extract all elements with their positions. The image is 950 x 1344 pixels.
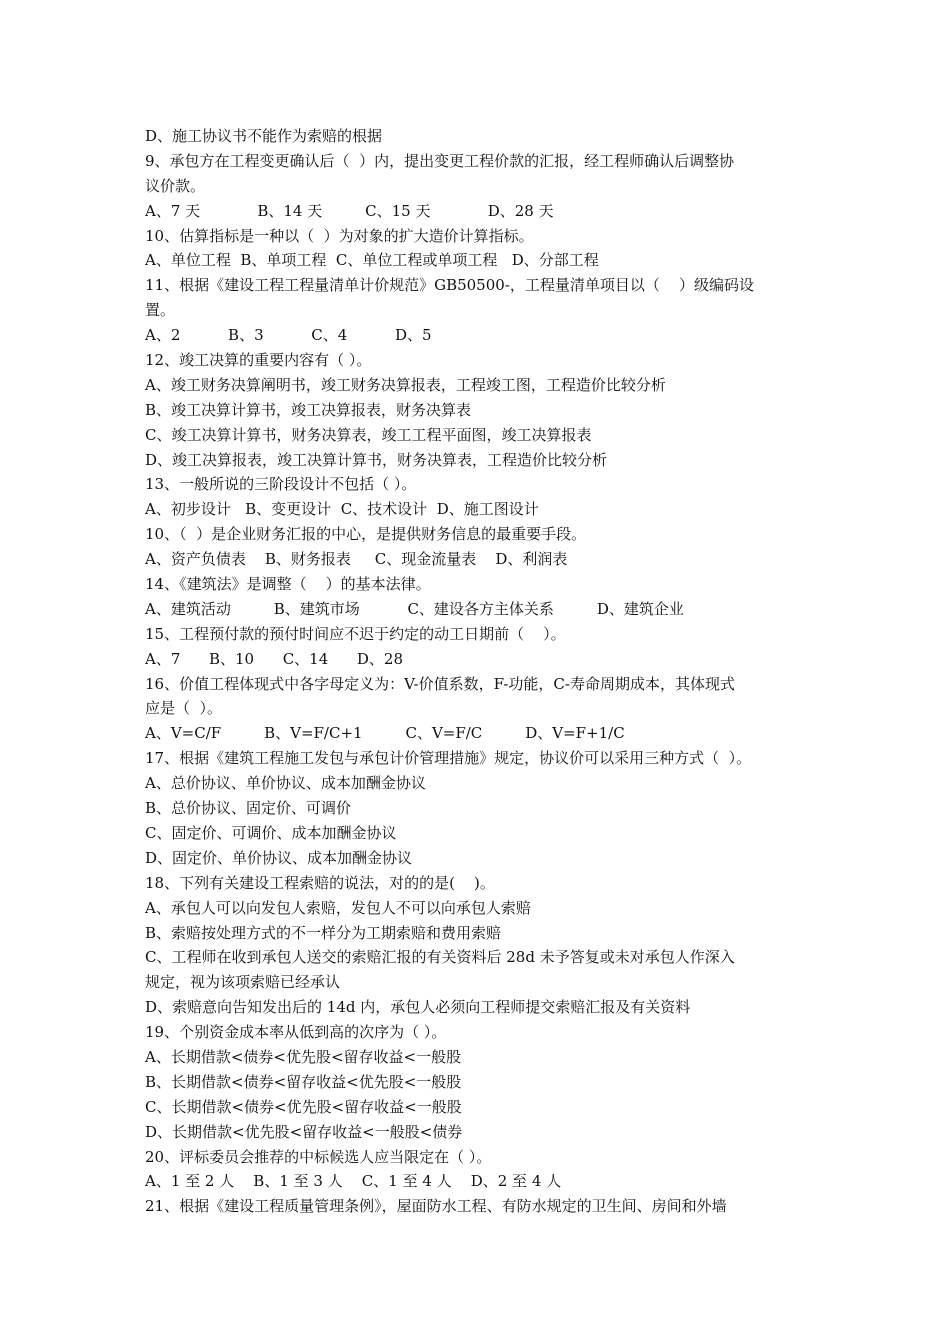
- text-line: 14、《建筑法》是调整（ ）的基本法律。: [145, 575, 431, 594]
- text-line: C、固定价、可调价、成本加酬金协议: [145, 823, 397, 842]
- question-text-block: [145, 124, 825, 1219]
- text-line: 17、根据《建筑工程施工发包与承包计价管理措施》规定，协议价可以采用三种方式（ ）。: [145, 749, 752, 768]
- text-line: 11、根据《建设工程工程量清单计价规范》GB50500-，工程量清单项目以（ ）级编码设: [145, 276, 754, 295]
- text-line: B、索赔按处理方式的不一样分为工期索赔和费用索赔: [145, 923, 502, 942]
- text-line: 置。: [145, 301, 176, 320]
- text-line: A、初步设计 B、变更设计 C、技术设计 D、施工图设计: [145, 500, 539, 519]
- text-line: D、施工协议书不能作为索赔的根据: [145, 127, 383, 145]
- text-line: B、长期借款<债券<留存收益<优先股<一般股: [145, 1072, 462, 1091]
- text-line: 9、承包方在工程变更确认后（ ）内，提出变更工程价款的汇报，经工程师确认后调整协: [145, 151, 735, 170]
- text-line: C、工程师在收到承包人送交的索赔汇报的有关资料后 28d 未予答复或未对承包人作深入: [145, 948, 735, 967]
- text-line: A、建筑活动 B、建筑市场 C、建设各方主体关系 D、建筑企业: [145, 599, 684, 618]
- text-line: 10、（ ）是企业财务汇报的中心，是提供财务信息的最重要手段。: [145, 525, 587, 544]
- text-line: 12、竣工决算的重要内容有（ ）。: [145, 351, 372, 370]
- text-line: 10、估算指标是一种以（ ）为对象的扩大造价计算指标。: [145, 226, 534, 245]
- text-line: D、长期借款<优先股<留存收益<一般股<债券: [145, 1122, 463, 1141]
- text-line: B、总价协议、固定价、可调价: [145, 799, 352, 818]
- text-line: A、资产负债表 B、财务报表 C、现金流量表 D、利润表: [145, 550, 568, 569]
- text-line: 规定，视为该项索赔已经承认: [145, 973, 341, 992]
- text-line: A、2 B、3 C、4 D、5: [145, 326, 432, 345]
- text-line: A、1 至 2 人 B、1 至 3 人 C、1 至 4 人 D、2 至 4 人: [145, 1172, 562, 1191]
- text-line: A、单位工程 B、单项工程 C、单位工程或单项工程 D、分部工程: [145, 251, 599, 270]
- text-line: B、竣工决算计算书，竣工决算报表，财务决算表: [145, 400, 472, 419]
- text-line: D、固定价、单价协议、成本加酬金协议: [145, 848, 413, 867]
- text-line: 15、工程预付款的预付时间应不迟于约定的动工日期前（ ）。: [145, 624, 566, 643]
- text-line: 应是（ ）。: [145, 699, 223, 718]
- text-line: A、承包人可以向发包人索赔，发包人不可以向承包人索赔: [145, 898, 531, 917]
- text-line: 21、根据《建设工程质量管理条例》，屋面防水工程、有防水规定的卫生间、房间和外墙: [145, 1197, 727, 1216]
- text-line: 19、个别资金成本率从低到高的次序为（ ）。: [145, 1023, 447, 1042]
- text-line: 16、价值工程体现式中各字母定义为：V-价值系数，F-功能，C-寿命周期成本，其体现式: [145, 674, 735, 693]
- text-line: A、总价协议、单价协议、成本加酬金协议: [145, 774, 426, 793]
- text-line: D、竣工决算报表，竣工决算计算书，财务决算表，工程造价比较分析: [145, 450, 608, 469]
- text-line: A、7 天 B、14 天 C、15 天 D、28 天: [145, 201, 554, 220]
- text-line: 议价款。: [145, 176, 206, 195]
- text-line: 13、一般所说的三阶段设计不包括（ ）。: [145, 475, 417, 494]
- text-line: 20、评标委员会推荐的中标候选人应当限定在（ ）。: [145, 1147, 492, 1166]
- text-line: A、长期借款<债券<优先股<留存收益<一般股: [145, 1047, 462, 1066]
- text-line: A、V=C/F B、V=F/C+1 C、V=F/C D、V=F+1/C: [145, 724, 625, 743]
- text-line: 18、下列有关建设工程索赔的说法，对的的是( )。: [145, 873, 495, 892]
- text-line: A、竣工财务决算阐明书，竣工财务决算报表，工程竣工图，工程造价比较分析: [145, 375, 666, 394]
- text-line: A、7 B、10 C、14 D、28: [145, 649, 403, 668]
- text-line: D、索赔意向告知发出后的 14d 内，承包人必须向工程师提交索赔汇报及有关资料: [145, 998, 691, 1017]
- text-line: C、竣工决算计算书，财务决算表，竣工工程平面图，竣工决算报表: [145, 425, 592, 444]
- text-line: C、长期借款<债券<优先股<留存收益<一般股: [145, 1097, 462, 1116]
